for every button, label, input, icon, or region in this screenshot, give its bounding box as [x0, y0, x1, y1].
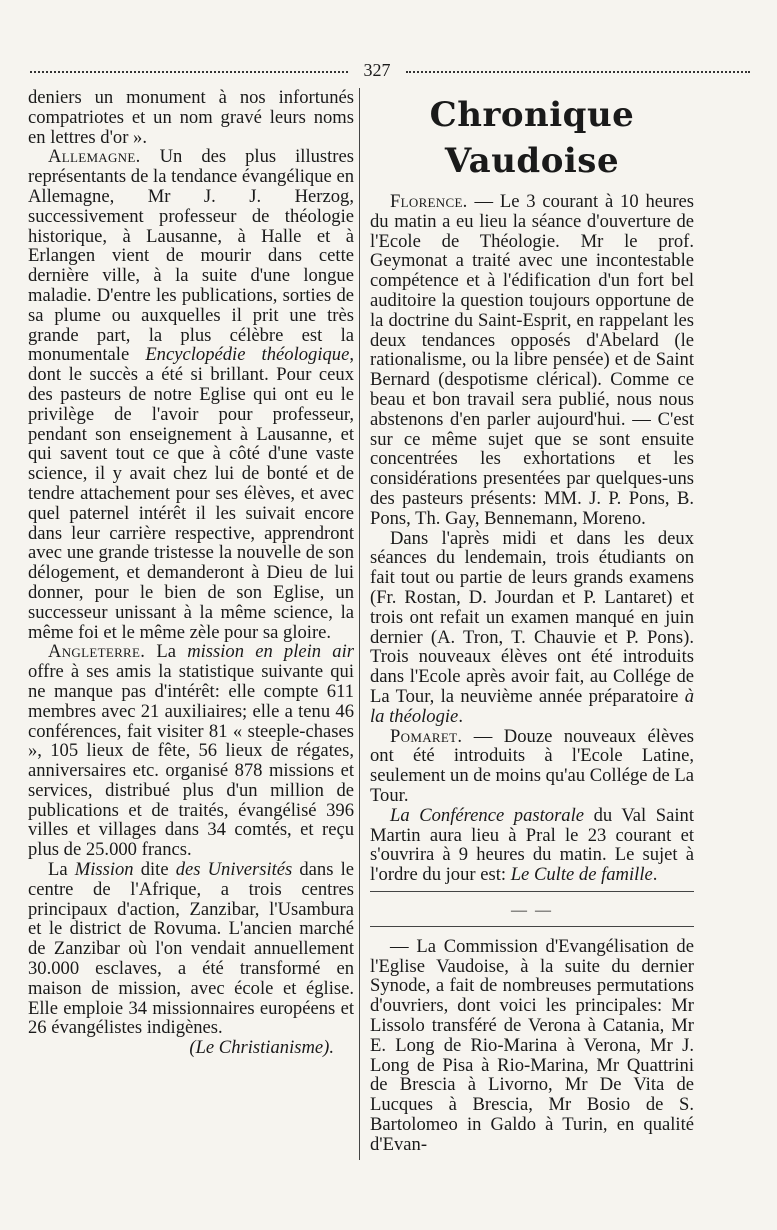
paragraph-text: dite: [133, 859, 176, 881]
section-heading: Chronique Vaudoise: [429, 95, 635, 181]
left-column: [28, 88, 354, 1058]
paragraph-text: Dans l'après midi et dans les deux séances du lendemain, trois étudiants on fait tout ou partie de leurs grands examens (Fr. Rostan, D. Jourdan et P. Lantaret) et trois ont refait un examen manqué en juin dernier (A. Tron, T. Chauvie et P. Pons). Trois nouveaux élèves ont été introduits dans l'Ecole après avoir fait, au Collége de La Tour, la neuvième année préparatoire: [370, 527, 694, 707]
paragraph-text: .: [652, 864, 658, 886]
paragraph-florence: [370, 192, 694, 529]
source-citation: (Le Christianisme).: [189, 1037, 334, 1059]
section-lead: Pomaret.: [390, 725, 463, 747]
separator-dashes: — —: [511, 901, 553, 919]
paragraph-text: .: [458, 705, 463, 727]
paragraph-pomaret: [370, 727, 694, 806]
page-header: [30, 58, 750, 82]
header-rule-right: [406, 71, 750, 73]
paragraph-examens: [370, 529, 694, 727]
paragraph-text: La: [48, 859, 75, 881]
column-divider: [359, 88, 360, 1160]
italic-name: des Universités: [175, 859, 293, 881]
paragraph-allemagne: [28, 147, 354, 642]
paragraph-text: Un des plus illustres représentants de la tendance évangélique en Allemagne, Mr J. J. Herzog, successivement professeur de théologie historique, à Lausanne, à Halle et à Erlangen vient de mourir dans cette dernière ville, à la suite d'une longue maladie. D'entre les publications, sorties de sa plume ou auxquelles il prit une très grande part, la plus célèbre est la monumentale: [28, 146, 354, 366]
paragraph-angleterre: [28, 642, 354, 860]
italic-phrase: à la théologie: [370, 685, 694, 727]
italic-title: mission en plein air: [187, 641, 354, 663]
separator-rule: [370, 891, 694, 892]
separator-rule: [370, 926, 694, 927]
right-column: [370, 88, 694, 1155]
italic-name: Mission: [74, 859, 134, 881]
italic-title: La Conférence pastorale: [390, 804, 585, 826]
paragraph-commission: — La Commission d'Evangélisation de l'Eglise Vaudoise, à la suite du dernier Synode, a fait de nombreuses permutations d'ouvriers, dont voici les principales: Mr Lissolo transféré de Verona à Catania, Mr E. Long de Rio-Marina à Verona, Mr J. Long de Pisa à Rio-Marina, Mr Quattrini de Brescia à Livorno, Mr De Vita de Lucques à Brescia, Mr Bosio de S. Bartolomeo in Galdo à Turin, en qualité d'Evan-: [370, 935, 694, 1155]
paragraph-conference: [370, 806, 694, 885]
section-lead: Allemagne.: [48, 146, 141, 168]
paragraph-text: — Le 3 courant à 10 heures du matin a eu lieu la séance d'ouverture de l'Ecole de Théologie. Mr le prof. Geymonat a traité avec une incontestable compétence et à l'édification d'un fort bel auditoire la question toujours opportune de la doctrine du Saint-Esprit, en rappelant les deux tendances opposés d'Abelard (le rationalisme, ou la libre pensée) et de Saint Bernard (despotisme clérical). Comme ce beau et bon travail sera publié, nous nous abstenons d'en parler aujourd'hui. — C'est sur ce même sujet que se sont ensuite concentrées les exhortations et les considérations presentées par quelques-uns des pasteurs présents: MM. J. P. Pons, B. Pons, Th. Gay, Bennemann, Moreno.: [370, 191, 694, 529]
continued-paragraph: deniers un monument à nos infortunés compatriotes et un nom gravé leurs noms en lettres d'or ».: [28, 87, 354, 148]
header-rule-left: [30, 71, 348, 73]
section-lead: Florence.: [390, 191, 468, 212]
page-number: 327: [363, 60, 391, 80]
paragraph-text: offre à ses amis la statistique suivante qui ne manque pas d'intérêt: elle compte 611 membres avec 21 auxiliaires; elle a tenu 46 conférences, fait visiter 81 « steeple-chases », 105 lieux de fête, 56 lieux de régates, anniversaires etc. organisé 878 missions et services, distribué plus d'un million de publications et de traités, évangélisé 396 villes et villages dans 34 comtés, et reçu plus de 25.000 francs.: [28, 661, 354, 861]
italic-title: Encyclopédie théologique: [145, 344, 350, 366]
paragraph-text: du Val Saint Martin aura lieu à Pral le 23 courant et s'ouvrira à 9 heures du matin. Le sujet à l'ordre du jour est:: [370, 804, 694, 886]
section-lead: Angleterre.: [48, 641, 146, 663]
paragraph-text: La: [145, 641, 188, 663]
paragraph-text: , dont le succès a été si brillant. Pour ceux des pasteurs de notre Eglise qui ont eu le privilège de l'avoir pour professeur, pendant son enseignement à Lausanne, et qui savent tout ce que à côté d'une vaste science, il y avait chez lui de bonté et de tendre attachement pour ses élèves, et avec quel paternel intérêt il les suivait encore dans leur carrière respective, apprendront avec une grande tristesse la nouvelle de son délogement, et demanderont à Dieu de lui donner, pour le bien de son Eglise, un successeur unissant à la même science, la même foi et le même zèle pour sa gloire.: [28, 344, 354, 643]
paragraph-mission-universites: [28, 860, 354, 1038]
italic-title: Le Culte de famille: [510, 864, 653, 886]
paragraph-text: dans le centre de l'Afrique, a trois centres principaux d'action, Zanzibar, l'Usambura et le district de Rovuma. L'ancien marché de Zanzibar où l'on vendait annuellement 30.000 esclaves, a été transformé en maison de mission, avec école et église. Elle emploie 34 missionnaires européens et 26 évangélistes indigènes.: [28, 859, 354, 1039]
paragraph-text: — Douze nouveaux élèves ont été introduits à l'Ecole Latine, seulement un de moins qu'au Collége de La Tour.: [370, 725, 695, 806]
